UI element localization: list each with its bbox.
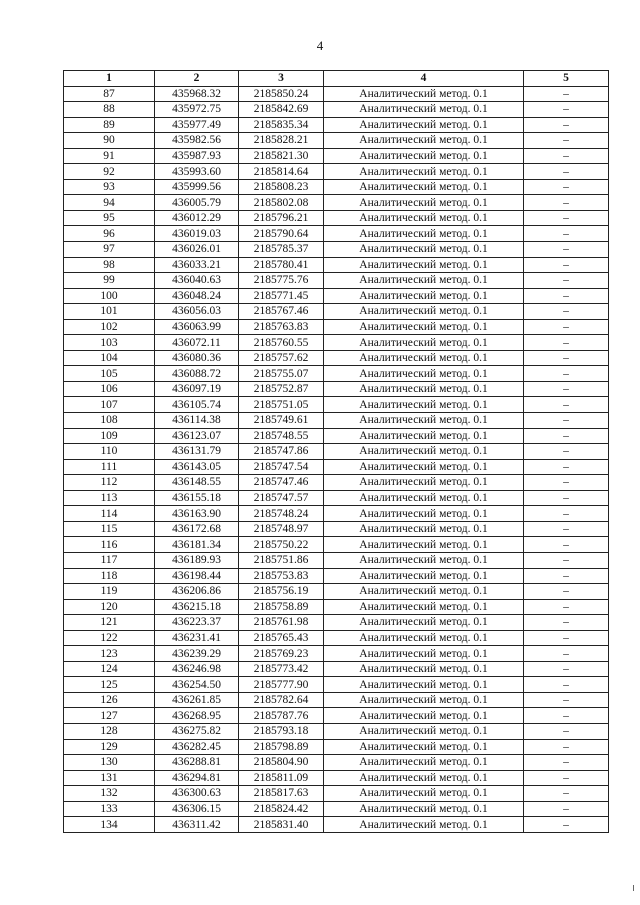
y-coordinate-cell: 2185835.34	[239, 117, 324, 133]
method-cell: Аналитический метод. 0.1	[324, 273, 524, 289]
note-cell: –	[524, 786, 609, 802]
point-number-cell: 123	[64, 646, 155, 662]
table-row	[64, 568, 609, 584]
note-cell: –	[524, 195, 609, 211]
y-coordinate-cell: 2185758.89	[239, 599, 324, 615]
method-cell: Аналитический метод. 0.1	[324, 133, 524, 149]
table-row	[64, 506, 609, 522]
method-cell: Аналитический метод. 0.1	[324, 661, 524, 677]
x-coordinate-cell: 436189.93	[155, 552, 239, 568]
point-number-cell: 90	[64, 133, 155, 149]
point-number-cell: 127	[64, 708, 155, 724]
x-coordinate-cell: 436019.03	[155, 226, 239, 242]
table-row	[64, 397, 609, 413]
point-number-cell: 104	[64, 350, 155, 366]
point-number-cell: 99	[64, 273, 155, 289]
table-row	[64, 413, 609, 429]
point-number-cell: 117	[64, 552, 155, 568]
y-coordinate-cell: 2185747.54	[239, 459, 324, 475]
y-coordinate-cell: 2185751.05	[239, 397, 324, 413]
y-coordinate-cell: 2185771.45	[239, 288, 324, 304]
point-number-cell: 98	[64, 257, 155, 273]
method-cell: Аналитический метод. 0.1	[324, 646, 524, 662]
y-coordinate-cell: 2185748.24	[239, 506, 324, 522]
method-cell: Аналитический метод. 0.1	[324, 257, 524, 273]
point-number-cell: 111	[64, 459, 155, 475]
coordinates-table	[63, 70, 609, 833]
table-row	[64, 319, 609, 335]
y-coordinate-cell: 2185824.42	[239, 801, 324, 817]
method-cell: Аналитический метод. 0.1	[324, 817, 524, 833]
table-row	[64, 537, 609, 553]
note-cell: –	[524, 755, 609, 771]
table-row	[64, 428, 609, 444]
table-row	[64, 786, 609, 802]
method-cell: Аналитический метод. 0.1	[324, 708, 524, 724]
x-coordinate-cell: 436172.68	[155, 521, 239, 537]
table-row	[64, 366, 609, 382]
y-coordinate-cell: 2185755.07	[239, 366, 324, 382]
y-coordinate-cell: 2185790.64	[239, 226, 324, 242]
table-row	[64, 459, 609, 475]
point-number-cell: 121	[64, 615, 155, 631]
x-coordinate-cell: 436275.82	[155, 723, 239, 739]
x-coordinate-cell: 435993.60	[155, 164, 239, 180]
y-coordinate-cell: 2185769.23	[239, 646, 324, 662]
y-coordinate-cell: 2185831.40	[239, 817, 324, 833]
x-coordinate-cell: 436040.63	[155, 273, 239, 289]
point-number-cell: 132	[64, 786, 155, 802]
note-cell: –	[524, 319, 609, 335]
note-cell: –	[524, 148, 609, 164]
table-row	[64, 646, 609, 662]
method-cell: Аналитический метод. 0.1	[324, 102, 524, 118]
table-row	[64, 210, 609, 226]
note-cell: –	[524, 428, 609, 444]
point-number-cell: 128	[64, 723, 155, 739]
x-coordinate-cell: 436268.95	[155, 708, 239, 724]
note-cell: –	[524, 630, 609, 646]
note-cell: –	[524, 444, 609, 460]
note-cell: –	[524, 102, 609, 118]
column-header-5: 5	[524, 71, 609, 87]
point-number-cell: 115	[64, 521, 155, 537]
x-coordinate-cell: 435972.75	[155, 102, 239, 118]
x-coordinate-cell: 436080.36	[155, 350, 239, 366]
method-cell: Аналитический метод. 0.1	[324, 366, 524, 382]
point-number-cell: 88	[64, 102, 155, 118]
method-cell: Аналитический метод. 0.1	[324, 490, 524, 506]
note-cell: –	[524, 242, 609, 258]
note-cell: –	[524, 552, 609, 568]
table-row	[64, 179, 609, 195]
table-row	[64, 692, 609, 708]
point-number-cell: 95	[64, 210, 155, 226]
x-coordinate-cell: 436155.18	[155, 490, 239, 506]
y-coordinate-cell: 2185747.57	[239, 490, 324, 506]
x-coordinate-cell: 436261.85	[155, 692, 239, 708]
note-cell: –	[524, 133, 609, 149]
method-cell: Аналитический метод. 0.1	[324, 397, 524, 413]
table-row	[64, 677, 609, 693]
column-header-2: 2	[155, 71, 239, 87]
table-row	[64, 133, 609, 149]
column-header-4: 4	[324, 71, 524, 87]
x-coordinate-cell: 435987.93	[155, 148, 239, 164]
method-cell: Аналитический метод. 0.1	[324, 475, 524, 491]
note-cell: –	[524, 288, 609, 304]
table-row	[64, 148, 609, 164]
note-cell: –	[524, 164, 609, 180]
table-row	[64, 490, 609, 506]
y-coordinate-cell: 2185828.21	[239, 133, 324, 149]
y-coordinate-cell: 2185814.64	[239, 164, 324, 180]
y-coordinate-cell: 2185763.83	[239, 319, 324, 335]
table-row	[64, 708, 609, 724]
table-row	[64, 817, 609, 833]
x-coordinate-cell: 436306.15	[155, 801, 239, 817]
note-cell: –	[524, 257, 609, 273]
method-cell: Аналитический метод. 0.1	[324, 677, 524, 693]
table-row	[64, 770, 609, 786]
table-row	[64, 164, 609, 180]
method-cell: Аналитический метод. 0.1	[324, 739, 524, 755]
note-cell: –	[524, 335, 609, 351]
method-cell: Аналитический метод. 0.1	[324, 148, 524, 164]
table-header	[64, 71, 609, 87]
x-coordinate-cell: 436246.98	[155, 661, 239, 677]
point-number-cell: 124	[64, 661, 155, 677]
method-cell: Аналитический метод. 0.1	[324, 755, 524, 771]
y-coordinate-cell: 2185785.37	[239, 242, 324, 258]
note-cell: –	[524, 723, 609, 739]
point-number-cell: 91	[64, 148, 155, 164]
y-coordinate-cell: 2185753.83	[239, 568, 324, 584]
point-number-cell: 105	[64, 366, 155, 382]
note-cell: –	[524, 615, 609, 631]
point-number-cell: 126	[64, 692, 155, 708]
scan-edge-mark	[633, 885, 634, 891]
point-number-cell: 113	[64, 490, 155, 506]
table-row	[64, 444, 609, 460]
point-number-cell: 118	[64, 568, 155, 584]
x-coordinate-cell: 436114.38	[155, 413, 239, 429]
method-cell: Аналитический метод. 0.1	[324, 584, 524, 600]
note-cell: –	[524, 677, 609, 693]
x-coordinate-cell: 436012.29	[155, 210, 239, 226]
point-number-cell: 89	[64, 117, 155, 133]
x-coordinate-cell: 436181.34	[155, 537, 239, 553]
method-cell: Аналитический метод. 0.1	[324, 521, 524, 537]
y-coordinate-cell: 2185747.86	[239, 444, 324, 460]
y-coordinate-cell: 2185821.30	[239, 148, 324, 164]
method-cell: Аналитический метод. 0.1	[324, 630, 524, 646]
y-coordinate-cell: 2185748.97	[239, 521, 324, 537]
table-row	[64, 195, 609, 211]
method-cell: Аналитический метод. 0.1	[324, 226, 524, 242]
table-row	[64, 521, 609, 537]
method-cell: Аналитический метод. 0.1	[324, 210, 524, 226]
x-coordinate-cell: 436072.11	[155, 335, 239, 351]
y-coordinate-cell: 2185796.21	[239, 210, 324, 226]
note-cell: –	[524, 490, 609, 506]
y-coordinate-cell: 2185761.98	[239, 615, 324, 631]
x-coordinate-cell: 436231.41	[155, 630, 239, 646]
method-cell: Аналитический метод. 0.1	[324, 304, 524, 320]
x-coordinate-cell: 435982.56	[155, 133, 239, 149]
method-cell: Аналитический метод. 0.1	[324, 459, 524, 475]
point-number-cell: 101	[64, 304, 155, 320]
y-coordinate-cell: 2185765.43	[239, 630, 324, 646]
table-row	[64, 661, 609, 677]
x-coordinate-cell: 436063.99	[155, 319, 239, 335]
x-coordinate-cell: 436282.45	[155, 739, 239, 755]
method-cell: Аналитический метод. 0.1	[324, 801, 524, 817]
note-cell: –	[524, 210, 609, 226]
method-cell: Аналитический метод. 0.1	[324, 242, 524, 258]
x-coordinate-cell: 436026.01	[155, 242, 239, 258]
point-number-cell: 106	[64, 381, 155, 397]
point-number-cell: 109	[64, 428, 155, 444]
table-row	[64, 288, 609, 304]
point-number-cell: 114	[64, 506, 155, 522]
y-coordinate-cell: 2185760.55	[239, 335, 324, 351]
method-cell: Аналитический метод. 0.1	[324, 86, 524, 102]
x-coordinate-cell: 436288.81	[155, 755, 239, 771]
point-number-cell: 131	[64, 770, 155, 786]
table-row	[64, 117, 609, 133]
point-number-cell: 103	[64, 335, 155, 351]
point-number-cell: 97	[64, 242, 155, 258]
note-cell: –	[524, 366, 609, 382]
x-coordinate-cell: 436123.07	[155, 428, 239, 444]
x-coordinate-cell: 436148.55	[155, 475, 239, 491]
note-cell: –	[524, 599, 609, 615]
note-cell: –	[524, 304, 609, 320]
x-coordinate-cell: 436239.29	[155, 646, 239, 662]
point-number-cell: 125	[64, 677, 155, 693]
note-cell: –	[524, 584, 609, 600]
y-coordinate-cell: 2185749.61	[239, 413, 324, 429]
x-coordinate-cell: 436215.18	[155, 599, 239, 615]
method-cell: Аналитический метод. 0.1	[324, 599, 524, 615]
method-cell: Аналитический метод. 0.1	[324, 335, 524, 351]
x-coordinate-cell: 435977.49	[155, 117, 239, 133]
note-cell: –	[524, 708, 609, 724]
table-row	[64, 739, 609, 755]
table-row	[64, 242, 609, 258]
point-number-cell: 102	[64, 319, 155, 335]
note-cell: –	[524, 801, 609, 817]
y-coordinate-cell: 2185804.90	[239, 755, 324, 771]
y-coordinate-cell: 2185773.42	[239, 661, 324, 677]
note-cell: –	[524, 692, 609, 708]
table-row	[64, 86, 609, 102]
x-coordinate-cell: 436206.86	[155, 584, 239, 600]
note-cell: –	[524, 661, 609, 677]
x-coordinate-cell: 436294.81	[155, 770, 239, 786]
x-coordinate-cell: 436300.63	[155, 786, 239, 802]
x-coordinate-cell: 436223.37	[155, 615, 239, 631]
note-cell: –	[524, 350, 609, 366]
method-cell: Аналитический метод. 0.1	[324, 179, 524, 195]
point-number-cell: 130	[64, 755, 155, 771]
point-number-cell: 108	[64, 413, 155, 429]
method-cell: Аналитический метод. 0.1	[324, 195, 524, 211]
table-row	[64, 801, 609, 817]
note-cell: –	[524, 226, 609, 242]
y-coordinate-cell: 2185756.19	[239, 584, 324, 600]
x-coordinate-cell: 436311.42	[155, 817, 239, 833]
table-row	[64, 552, 609, 568]
y-coordinate-cell: 2185787.76	[239, 708, 324, 724]
point-number-cell: 133	[64, 801, 155, 817]
table-row	[64, 755, 609, 771]
column-header-1: 1	[64, 71, 155, 87]
method-cell: Аналитический метод. 0.1	[324, 164, 524, 180]
column-header-3: 3	[239, 71, 324, 87]
note-cell: –	[524, 86, 609, 102]
table-row	[64, 630, 609, 646]
header-row	[64, 71, 609, 87]
note-cell: –	[524, 506, 609, 522]
method-cell: Аналитический метод. 0.1	[324, 568, 524, 584]
x-coordinate-cell: 436198.44	[155, 568, 239, 584]
note-cell: –	[524, 273, 609, 289]
x-coordinate-cell: 435968.32	[155, 86, 239, 102]
table-row	[64, 584, 609, 600]
point-number-cell: 122	[64, 630, 155, 646]
y-coordinate-cell: 2185842.69	[239, 102, 324, 118]
point-number-cell: 93	[64, 179, 155, 195]
y-coordinate-cell: 2185775.76	[239, 273, 324, 289]
method-cell: Аналитический метод. 0.1	[324, 770, 524, 786]
method-cell: Аналитический метод. 0.1	[324, 506, 524, 522]
x-coordinate-cell: 436033.21	[155, 257, 239, 273]
note-cell: –	[524, 817, 609, 833]
point-number-cell: 129	[64, 739, 155, 755]
method-cell: Аналитический метод. 0.1	[324, 350, 524, 366]
table-row	[64, 335, 609, 351]
note-cell: –	[524, 459, 609, 475]
x-coordinate-cell: 436005.79	[155, 195, 239, 211]
point-number-cell: 107	[64, 397, 155, 413]
note-cell: –	[524, 521, 609, 537]
note-cell: –	[524, 739, 609, 755]
note-cell: –	[524, 568, 609, 584]
point-number-cell: 120	[64, 599, 155, 615]
method-cell: Аналитический метод. 0.1	[324, 288, 524, 304]
point-number-cell: 94	[64, 195, 155, 211]
note-cell: –	[524, 413, 609, 429]
x-coordinate-cell: 436163.90	[155, 506, 239, 522]
y-coordinate-cell: 2185777.90	[239, 677, 324, 693]
point-number-cell: 87	[64, 86, 155, 102]
note-cell: –	[524, 381, 609, 397]
y-coordinate-cell: 2185782.64	[239, 692, 324, 708]
y-coordinate-cell: 2185802.08	[239, 195, 324, 211]
note-cell: –	[524, 117, 609, 133]
method-cell: Аналитический метод. 0.1	[324, 117, 524, 133]
y-coordinate-cell: 2185757.62	[239, 350, 324, 366]
table-row	[64, 102, 609, 118]
note-cell: –	[524, 475, 609, 491]
method-cell: Аналитический метод. 0.1	[324, 413, 524, 429]
method-cell: Аналитический метод. 0.1	[324, 428, 524, 444]
y-coordinate-cell: 2185798.89	[239, 739, 324, 755]
method-cell: Аналитический метод. 0.1	[324, 786, 524, 802]
note-cell: –	[524, 770, 609, 786]
y-coordinate-cell: 2185751.86	[239, 552, 324, 568]
point-number-cell: 119	[64, 584, 155, 600]
point-number-cell: 112	[64, 475, 155, 491]
table-row	[64, 273, 609, 289]
y-coordinate-cell: 2185748.55	[239, 428, 324, 444]
method-cell: Аналитический метод. 0.1	[324, 723, 524, 739]
x-coordinate-cell: 436048.24	[155, 288, 239, 304]
y-coordinate-cell: 2185767.46	[239, 304, 324, 320]
method-cell: Аналитический метод. 0.1	[324, 615, 524, 631]
table-body	[64, 86, 609, 832]
method-cell: Аналитический метод. 0.1	[324, 552, 524, 568]
table-row	[64, 350, 609, 366]
method-cell: Аналитический метод. 0.1	[324, 537, 524, 553]
note-cell: –	[524, 646, 609, 662]
y-coordinate-cell: 2185747.46	[239, 475, 324, 491]
page-number: 4	[316, 38, 324, 53]
x-coordinate-cell: 436143.05	[155, 459, 239, 475]
point-number-cell: 134	[64, 817, 155, 833]
table-row	[64, 226, 609, 242]
table-row	[64, 257, 609, 273]
point-number-cell: 110	[64, 444, 155, 460]
y-coordinate-cell: 2185808.23	[239, 179, 324, 195]
y-coordinate-cell: 2185850.24	[239, 86, 324, 102]
x-coordinate-cell: 436131.79	[155, 444, 239, 460]
x-coordinate-cell: 435999.56	[155, 179, 239, 195]
note-cell: –	[524, 537, 609, 553]
x-coordinate-cell: 436097.19	[155, 381, 239, 397]
x-coordinate-cell: 436254.50	[155, 677, 239, 693]
y-coordinate-cell: 2185780.41	[239, 257, 324, 273]
y-coordinate-cell: 2185817.63	[239, 786, 324, 802]
table-row	[64, 615, 609, 631]
method-cell: Аналитический метод. 0.1	[324, 381, 524, 397]
table-row	[64, 599, 609, 615]
point-number-cell: 96	[64, 226, 155, 242]
method-cell: Аналитический метод. 0.1	[324, 444, 524, 460]
y-coordinate-cell: 2185750.22	[239, 537, 324, 553]
y-coordinate-cell: 2185811.09	[239, 770, 324, 786]
note-cell: –	[524, 179, 609, 195]
note-cell: –	[524, 397, 609, 413]
x-coordinate-cell: 436088.72	[155, 366, 239, 382]
table-row	[64, 475, 609, 491]
method-cell: Аналитический метод. 0.1	[324, 692, 524, 708]
y-coordinate-cell: 2185793.18	[239, 723, 324, 739]
x-coordinate-cell: 436056.03	[155, 304, 239, 320]
table-row	[64, 381, 609, 397]
method-cell: Аналитический метод. 0.1	[324, 319, 524, 335]
table-row	[64, 723, 609, 739]
x-coordinate-cell: 436105.74	[155, 397, 239, 413]
point-number-cell: 92	[64, 164, 155, 180]
table-row	[64, 304, 609, 320]
point-number-cell: 116	[64, 537, 155, 553]
point-number-cell: 100	[64, 288, 155, 304]
y-coordinate-cell: 2185752.87	[239, 381, 324, 397]
